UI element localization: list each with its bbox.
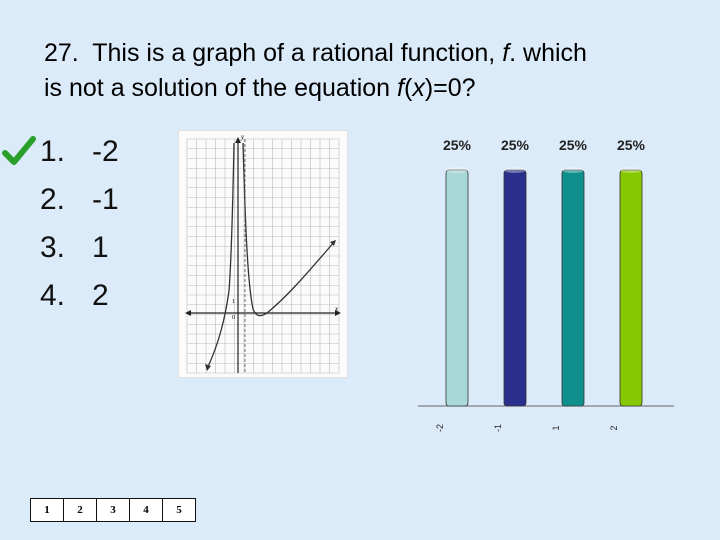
graph-grid — [187, 139, 339, 373]
keypad-key-1[interactable]: 1 — [30, 498, 64, 522]
question-line2: is not a solution of the equation — [44, 74, 391, 102]
answer-value: 1 — [92, 231, 109, 264]
x-axis-arrow-left-icon — [185, 310, 191, 316]
function-graph — [179, 131, 347, 377]
equation-f: f — [397, 74, 404, 102]
keypad — [30, 498, 196, 522]
response-bar-chart — [410, 126, 690, 446]
answer-value: -2 — [92, 135, 119, 168]
chart-category-label: -1 — [493, 423, 503, 433]
graph-origin-label: 0 — [232, 315, 235, 321]
question-number: 27. — [44, 39, 79, 67]
keypad-key-2[interactable]: 2 — [63, 498, 97, 522]
chart-value-label: 25% — [616, 137, 646, 153]
chart-bar-cap — [504, 167, 526, 173]
chart-value-label: 25% — [558, 137, 588, 153]
chart-bar-cap — [562, 167, 584, 173]
answer-number: 2. — [40, 183, 66, 216]
keypad-key-5[interactable]: 5 — [162, 498, 196, 522]
answer-number: 4. — [40, 279, 66, 312]
chart-bar-cap — [620, 167, 642, 173]
keypad-key-3[interactable]: 3 — [96, 498, 130, 522]
response-chart — [410, 126, 690, 446]
keypad-key-4[interactable]: 4 — [129, 498, 163, 522]
graph-y-label: y — [241, 133, 245, 141]
question-line1: This is a graph of a rational function, — [92, 39, 496, 67]
chart-bar — [446, 170, 468, 406]
answer-number: 3. — [40, 231, 66, 264]
answer-value: -1 — [92, 183, 119, 216]
chart-category-label: 1 — [551, 425, 561, 431]
equation-rest: )=0? — [424, 74, 476, 102]
chart-value-label: 25% — [500, 137, 530, 153]
chart-bar — [562, 170, 584, 406]
chart-bar — [620, 170, 642, 406]
question-func-name: f — [502, 39, 510, 67]
graph-x-label: x — [335, 305, 339, 313]
question-text — [44, 36, 684, 106]
answer-value: 2 — [92, 279, 109, 312]
checkmark-icon — [2, 134, 36, 168]
question-line1-end: . which — [509, 39, 587, 67]
chart-value-label: 25% — [442, 137, 472, 153]
chart-bar — [504, 170, 526, 406]
chart-bar-cap — [446, 167, 468, 173]
equation-x: x — [412, 74, 425, 102]
function-curve-right — [243, 143, 335, 316]
chart-category-label: 2 — [609, 425, 619, 431]
chart-category-label: -2 — [435, 423, 445, 433]
equation-paren: ( — [404, 74, 413, 102]
graph-tick-label-1: 1 — [232, 299, 235, 305]
function-graph-image — [178, 130, 348, 378]
answer-number: 1. — [40, 135, 66, 168]
